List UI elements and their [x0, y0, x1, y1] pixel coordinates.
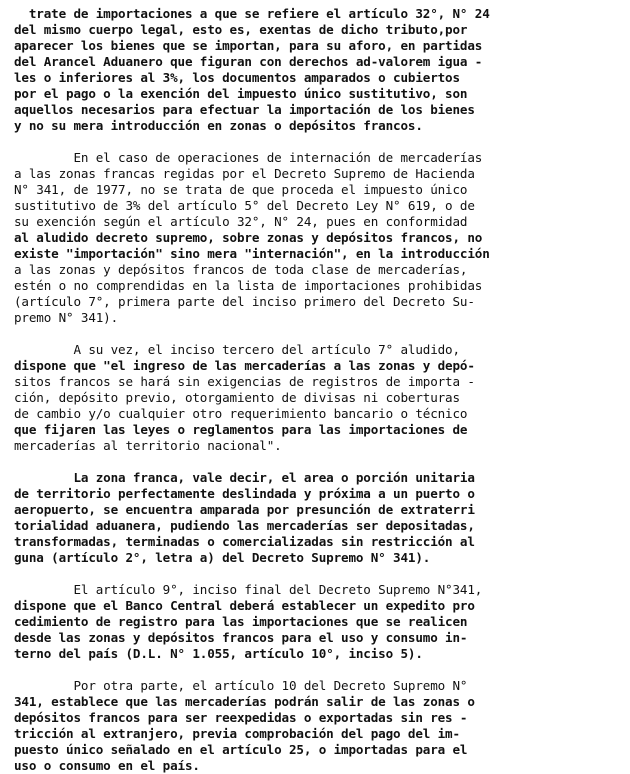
text-line: su exención según el artículo 32°, N° 24, pues en conformidad [14, 214, 468, 229]
text-line: de territorio perfectamente deslindada y próxima a un puerto o [14, 486, 475, 501]
paragraph-3 [14, 342, 620, 454]
text-line: mercaderías al territorio nacional". [14, 438, 282, 453]
text-line: a las zonas francas regidas por el Decreto Supremo de Hacienda [14, 166, 475, 181]
text-line: En el caso de operaciones de internación de mercaderías [14, 150, 483, 165]
text-line: El artículo 9°, inciso final del Decreto Supremo N°341, [14, 582, 483, 597]
text-line: depósitos francos para ser reexpedidas o exportadas sin res - [14, 710, 468, 725]
text-line: terno del país (D.L. N° 1.055, artículo 10°, inciso 5). [14, 646, 423, 661]
paragraph-gap [14, 662, 620, 678]
text-line: trate de importaciones a que se refiere el artículo 32°, N° 24 [14, 6, 490, 21]
paragraph-6 [14, 678, 620, 774]
text-line: sitos francos se hará sin exigencias de registros de importa - [14, 374, 475, 389]
text-line: les o inferiores al 3%, los documentos amparados o cubiertos [14, 70, 460, 85]
paragraph-gap [14, 566, 620, 582]
text-line: guna (artículo 2°, letra a) del Decreto Supremo N° 341). [14, 550, 431, 565]
text-line: premo N° 341). [14, 310, 119, 325]
text-line: aquellos necesarios para efectuar la importación de los bienes [14, 102, 475, 117]
paragraph-gap [14, 134, 620, 150]
text-line: sustitutivo de 3% del artículo 5° del Decreto Ley N° 619, o de [14, 198, 475, 213]
text-line: aparecer los bienes que se importan, para su aforo, en partidas [14, 38, 483, 53]
text-line: cedimiento de registro para las importaciones que se realicen [14, 614, 468, 629]
text-line: torialidad aduanera, pudiendo las mercaderías ser depositadas, [14, 518, 475, 533]
text-line: (artículo 7°, primera parte del inciso primero del Decreto Su- [14, 294, 475, 309]
text-line: de cambio y/o cualquier otro requerimiento bancario o técnico [14, 406, 468, 421]
text-line: del mismo cuerpo legal, esto es, exentas de dicho tributo,por [14, 22, 468, 37]
text-line: al aludido decreto supremo, sobre zonas y depósitos francos, no [14, 230, 483, 245]
paragraph-1 [14, 6, 620, 134]
text-line: La zona franca, vale decir, el area o porción unitaria [14, 470, 475, 485]
text-line: que fijaren las leyes o reglamentos para las importaciones de [14, 422, 468, 437]
text-line: desde las zonas y depósitos francos para el uso y consumo in- [14, 630, 468, 645]
text-line: A su vez, el inciso tercero del artículo 7° aludido, [14, 342, 460, 357]
text-line: y no su mera introducción en zonas o depósitos francos. [14, 118, 423, 133]
text-line: dispone que el Banco Central deberá establecer un expedito pro [14, 598, 475, 613]
text-line: Por otra parte, el artículo 10 del Decreto Supremo N° [14, 678, 468, 693]
text-line: tricción al extranjero, previa comprobación del pago del im- [14, 726, 460, 741]
paragraph-gap [14, 326, 620, 342]
text-line: estén o no comprendidas en la lista de importaciones prohibidas [14, 278, 483, 293]
text-line: puesto único señalado en el artículo 25, o importadas para el [14, 742, 468, 757]
text-line: aeropuerto, se encuentra amparada por presunción de extraterri [14, 502, 475, 517]
text-line: transformadas, terminadas o comercializadas sin restricción al [14, 534, 475, 549]
text-line: por el pago o la exención del impuesto único sustitutivo, son [14, 86, 468, 101]
text-line: a las zonas y depósitos francos de toda clase de mercaderías, [14, 262, 468, 277]
text-line: N° 341, de 1977, no se trata de que proceda el impuesto único [14, 182, 468, 197]
paragraph-5 [14, 582, 620, 662]
text-line: del Arancel Aduanero que figuran con derechos ad-valorem igua - [14, 54, 483, 69]
text-line: ción, depósito previo, otorgamiento de divisas ni coberturas [14, 390, 460, 405]
paragraph-4 [14, 470, 620, 566]
text-line: 341, establece que las mercaderías podrán salir de las zonas o [14, 694, 475, 709]
paragraph-gap [14, 454, 620, 470]
paragraph-2 [14, 150, 620, 326]
text-line: dispone que "el ingreso de las mercaderías a las zonas y depó- [14, 358, 475, 373]
text-line: uso o consumo en el país. [14, 758, 200, 773]
text-line: existe "importación" sino mera "internación", en la introducción [14, 246, 490, 261]
